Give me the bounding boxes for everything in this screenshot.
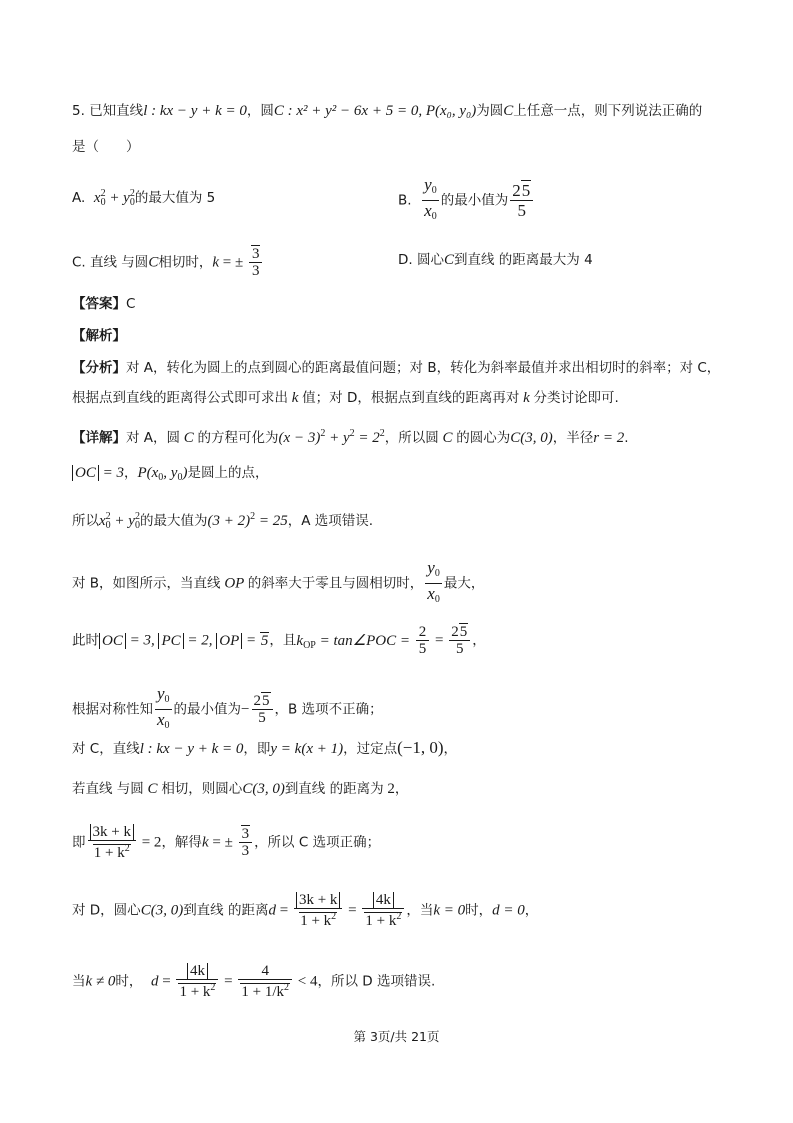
- detail-line4: 对 B，如图所示，当直线 OP 的斜率大于零且与圆相切时， $\frac{y_0}{x_0}$ 最大，: [72, 558, 485, 605]
- question-stem: 5. 已知直线l : kx − y + k = 0，圆C : x² + y² − 6x + 5 = 0, P(x₀, y₀)为圆C上任意一点，则下列说法正确的: [72, 103, 703, 119]
- circle-equation: C : x² + y² − 6x + 5 = 0, P(x₀, y₀): [273, 103, 477, 119]
- option-c-value: $\frac{3}{3}$: [249, 246, 263, 279]
- line-equation: l : kx − y + k = 0: [143, 103, 247, 119]
- option-c: C. 直线 与圆C相切时，k = ± $\frac{3}{3}$: [72, 246, 264, 279]
- detail-line10: 对 D，圆心C(3, 0)到直线 的距离d = $\frac{3k + k}{1 + k^2}$ = $\frac{4k}{1 + k^2}$ ，当k = 0时，d = 0，: [72, 892, 539, 929]
- question-stem-line2: 是（ ）: [72, 139, 140, 155]
- page-footer: 第 3页/共 21页: [353, 1029, 440, 1044]
- option-a: A. $x_0^2 + y_0^2$的最大值为 5: [72, 188, 216, 208]
- analysis-tag: 【解析】: [72, 328, 126, 344]
- detail-line2: OC = 3，$P(x_0$, $y_0$)是圆上的点，: [72, 463, 268, 488]
- detail-line6: 根据对称性知 $\frac{y_0}{x_0}$ 的最小值为− $\frac{25}{5}$ ，B 选项不正确；: [72, 684, 383, 731]
- detail-line11: 当k ≠ 0时， d = $\frac{4k}{1 + k^2}$ = $\frac{4}{1 + 1/k^2}$ < 4，所以 D 选项错误.: [72, 963, 436, 1000]
- detail-line9: 即 $\frac{3k + k}{1 + k^2}$ = 2，解得k = ± $\frac{3}{3}$ ，所以 C 选项正确；: [72, 824, 381, 861]
- detail-line3: 所以$x_0^2 + y_0^2$的最大值为$(3 + 2)^2 = 25$，A 选项错误.: [72, 511, 374, 531]
- detail-line5: 此时 OC = 3, PC = 2, OP = 5，且$k_{OP}$ = tan∠POC = $\frac{2}{5}$ = $\frac{25}{5}$ ，: [72, 624, 486, 657]
- option-b-fraction: $\frac{y_0}{x_0}$: [424, 175, 437, 222]
- option-b: B. $\frac{y_0}{x_0}$ 的最小值为 $\frac{25}{5}$: [398, 175, 535, 226]
- question-number: 5.: [72, 103, 85, 119]
- detail-line8: 若直线 与圆 C 相切，则圆心C(3, 0)到直线 的距离为 2，: [72, 781, 409, 797]
- detail-line7: 对 C，直线l : kx − y + k = 0，即y = k(x + 1)，过定点(−1, 0)，: [72, 738, 458, 757]
- detail-line1: 【详解】对 A，圆 C 的方程可化为$(x - 3)^2 + y^2 = 2^2$，所以圆 C 的圆心为C(3, 0)，半径r = 2.: [72, 428, 629, 446]
- fenxi-line2: 根据点到直线的距离得公式即可求出 k 值；对 D，根据点到直线的距离再对 k 分类讨论即可.: [72, 390, 619, 406]
- answer-value: C: [126, 296, 136, 312]
- answer-tag: 【答案】: [72, 296, 126, 312]
- option-a-math: $x_0^2 + y_0^2$: [93, 188, 135, 208]
- fenxi-line1: 【分析】对 A，转化为圆上的点到圆心的距离最值问题；对 B，转化为斜率最值并求出相切时的斜率；对 C，: [72, 360, 721, 376]
- answer-line: [72, 294, 135, 314]
- option-b-value: $\frac{25}{5}$: [510, 181, 533, 220]
- option-d: D. 圆心C到直线 的距离最大为 4: [398, 252, 593, 268]
